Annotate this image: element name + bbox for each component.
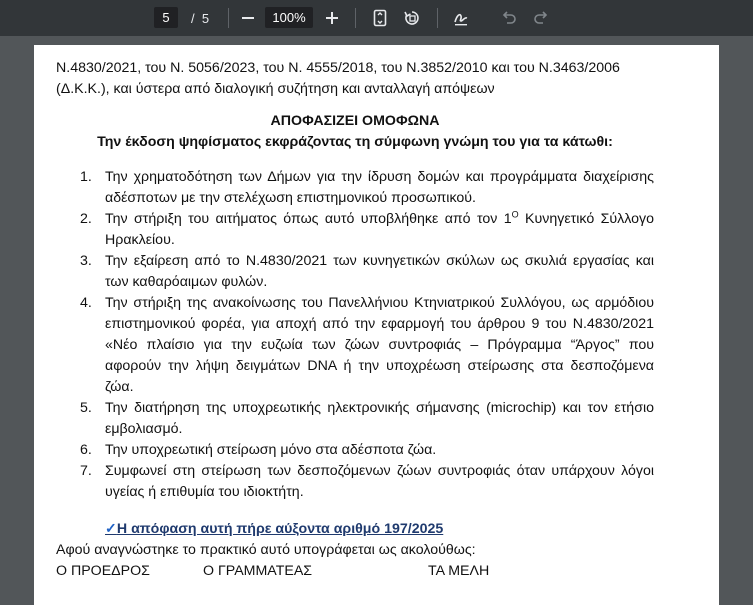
ordinal-superscript: Ο: [511, 209, 519, 220]
signature-secretary: Ο ΓΡΑΜΜΑΤΕΑΣ: [203, 563, 313, 579]
annotate-button[interactable]: [447, 0, 475, 36]
checkmark-icon: ✓: [105, 521, 117, 537]
list-item: [56, 293, 654, 398]
list-item-number: 2.: [80, 211, 92, 227]
rotate-icon: [403, 9, 421, 27]
list-item-number: 6.: [80, 442, 92, 458]
zoom-out-button[interactable]: [234, 0, 262, 36]
toolbar-divider: [437, 8, 438, 28]
zoom-in-button[interactable]: [318, 0, 346, 36]
list-item: [56, 398, 654, 440]
rotate-button[interactable]: [398, 0, 426, 36]
decision-number: [105, 519, 654, 540]
pen-icon: [452, 9, 470, 27]
list-item: [56, 461, 654, 503]
list-item-number: 1.: [80, 169, 92, 185]
list-item-text: Την εξαίρεση από το Ν.4830/2021 των κυνηγετικών σκύλων ως σκυλιά εργασίας και των καθαρόαιμων φυλών.: [105, 253, 654, 290]
zoom-input[interactable]: 100%: [265, 7, 313, 28]
redo-button[interactable]: [527, 0, 555, 36]
list-item-text: Την χρηματοδότηση των Δήμων για την ίδρυση δομών και προγράμματα διαχείρισης αδέσποτων με την στελέχωση επιστημονικού προσωπικού.: [105, 169, 654, 206]
decision-subheading: Την έκδοση ψηφίσματος εκφράζοντας τη σύμφωνη γνώμη του για τα κάτωθι:: [97, 134, 613, 150]
signature-president: Ο ΠΡΟΕΔΡΟΣ: [56, 563, 150, 579]
list-item-number: 3.: [80, 253, 92, 269]
list-item-number: 5.: [80, 400, 92, 416]
decision-heading: ΑΠΟΦΑΣΙΖΕΙ ΟΜΟΦΩΝΑ: [270, 113, 440, 129]
signature-row: [56, 561, 654, 582]
list-item-number: 7.: [80, 463, 92, 479]
toolbar-divider: [228, 8, 229, 28]
pdf-toolbar: [0, 0, 753, 36]
list-item: [56, 251, 654, 293]
toolbar-divider: [355, 8, 356, 28]
page-separator: /: [190, 10, 195, 26]
fit-page-icon: [373, 9, 387, 27]
undo-button[interactable]: [495, 0, 523, 36]
fit-page-button[interactable]: [366, 0, 394, 36]
redo-icon: [533, 11, 549, 25]
pdf-page: [34, 45, 719, 605]
list-item-text: Την διατήρηση της υποχρεωτικής ηλεκτρονικής σήμανσης (microchip) και τον ετήσιο εμβολιασμό.: [105, 400, 654, 437]
list-item: [56, 209, 654, 251]
list-item-number: 4.: [80, 295, 92, 311]
list-item-text: [105, 209, 654, 251]
resolution-list: [56, 167, 654, 503]
list-item-text: Την στήριξη της ανακοίνωσης του Πανελλήνιου Κτηνιατρικού Συλλόγου, ως αρμόδιου επιστημονικού φορέα, για αποχή από την εφαρμογή του άρθρου 9 του Ν.4830/2021 «Νέο πλαίσιο για την ευζωία των ζώων συντροφιάς – Πρόγραμμα “Άργος” που αφορούν την λήψη δειγμάτων DNA ή την υποχρέωση στείρωσης στα δεσποζόμενα ζώα.: [105, 295, 654, 395]
page-total: [180, 0, 220, 36]
intro-paragraph: Ν.4830/2021, του Ν. 5056/2023, του Ν. 4555/2018, του Ν.3852/2010 και του Ν.3463/2006 (Δ.Κ.Κ.), και ύστερα από διαλογική συζήτηση και ανταλλαγή απόψεων: [56, 60, 620, 97]
minus-icon: [241, 11, 255, 25]
list-item-text: Την υποχρεωτική στείρωση μόνο στα αδέσποτα ζώα.: [105, 442, 437, 458]
undo-icon: [501, 11, 517, 25]
list-item-text: Συμφωνεί στη στείρωση των δεσποζόμενων ζώων συντροφιάς όταν υπάρχουν λόγοι υγείας ή επιθυμία του ιδιοκτήτη.: [105, 463, 654, 500]
closing-text: Αφού αναγνώστηκε το πρακτικό αυτό υπογράφεται ως ακολούθως:: [56, 542, 476, 558]
list-item: [56, 440, 654, 461]
page-number-input[interactable]: 5: [154, 7, 178, 28]
list-item: [56, 167, 654, 209]
plus-icon: [325, 11, 339, 25]
document-body: [56, 58, 654, 582]
list-item-text-part: Την στήριξη του αιτήματος όπως αυτό υποβλήθηκε από τον 1: [105, 211, 512, 227]
list-item-text-part: Κυνηγετικό Σύλλογο Ηρακλείου.: [105, 211, 655, 248]
page-total-value: 5: [201, 10, 210, 26]
signature-members: ΤΑ ΜΕΛΗ: [428, 563, 490, 579]
decision-number-text: Η απόφαση αυτή πήρε αύξοντα αριθμό 197/2025: [116, 521, 444, 537]
